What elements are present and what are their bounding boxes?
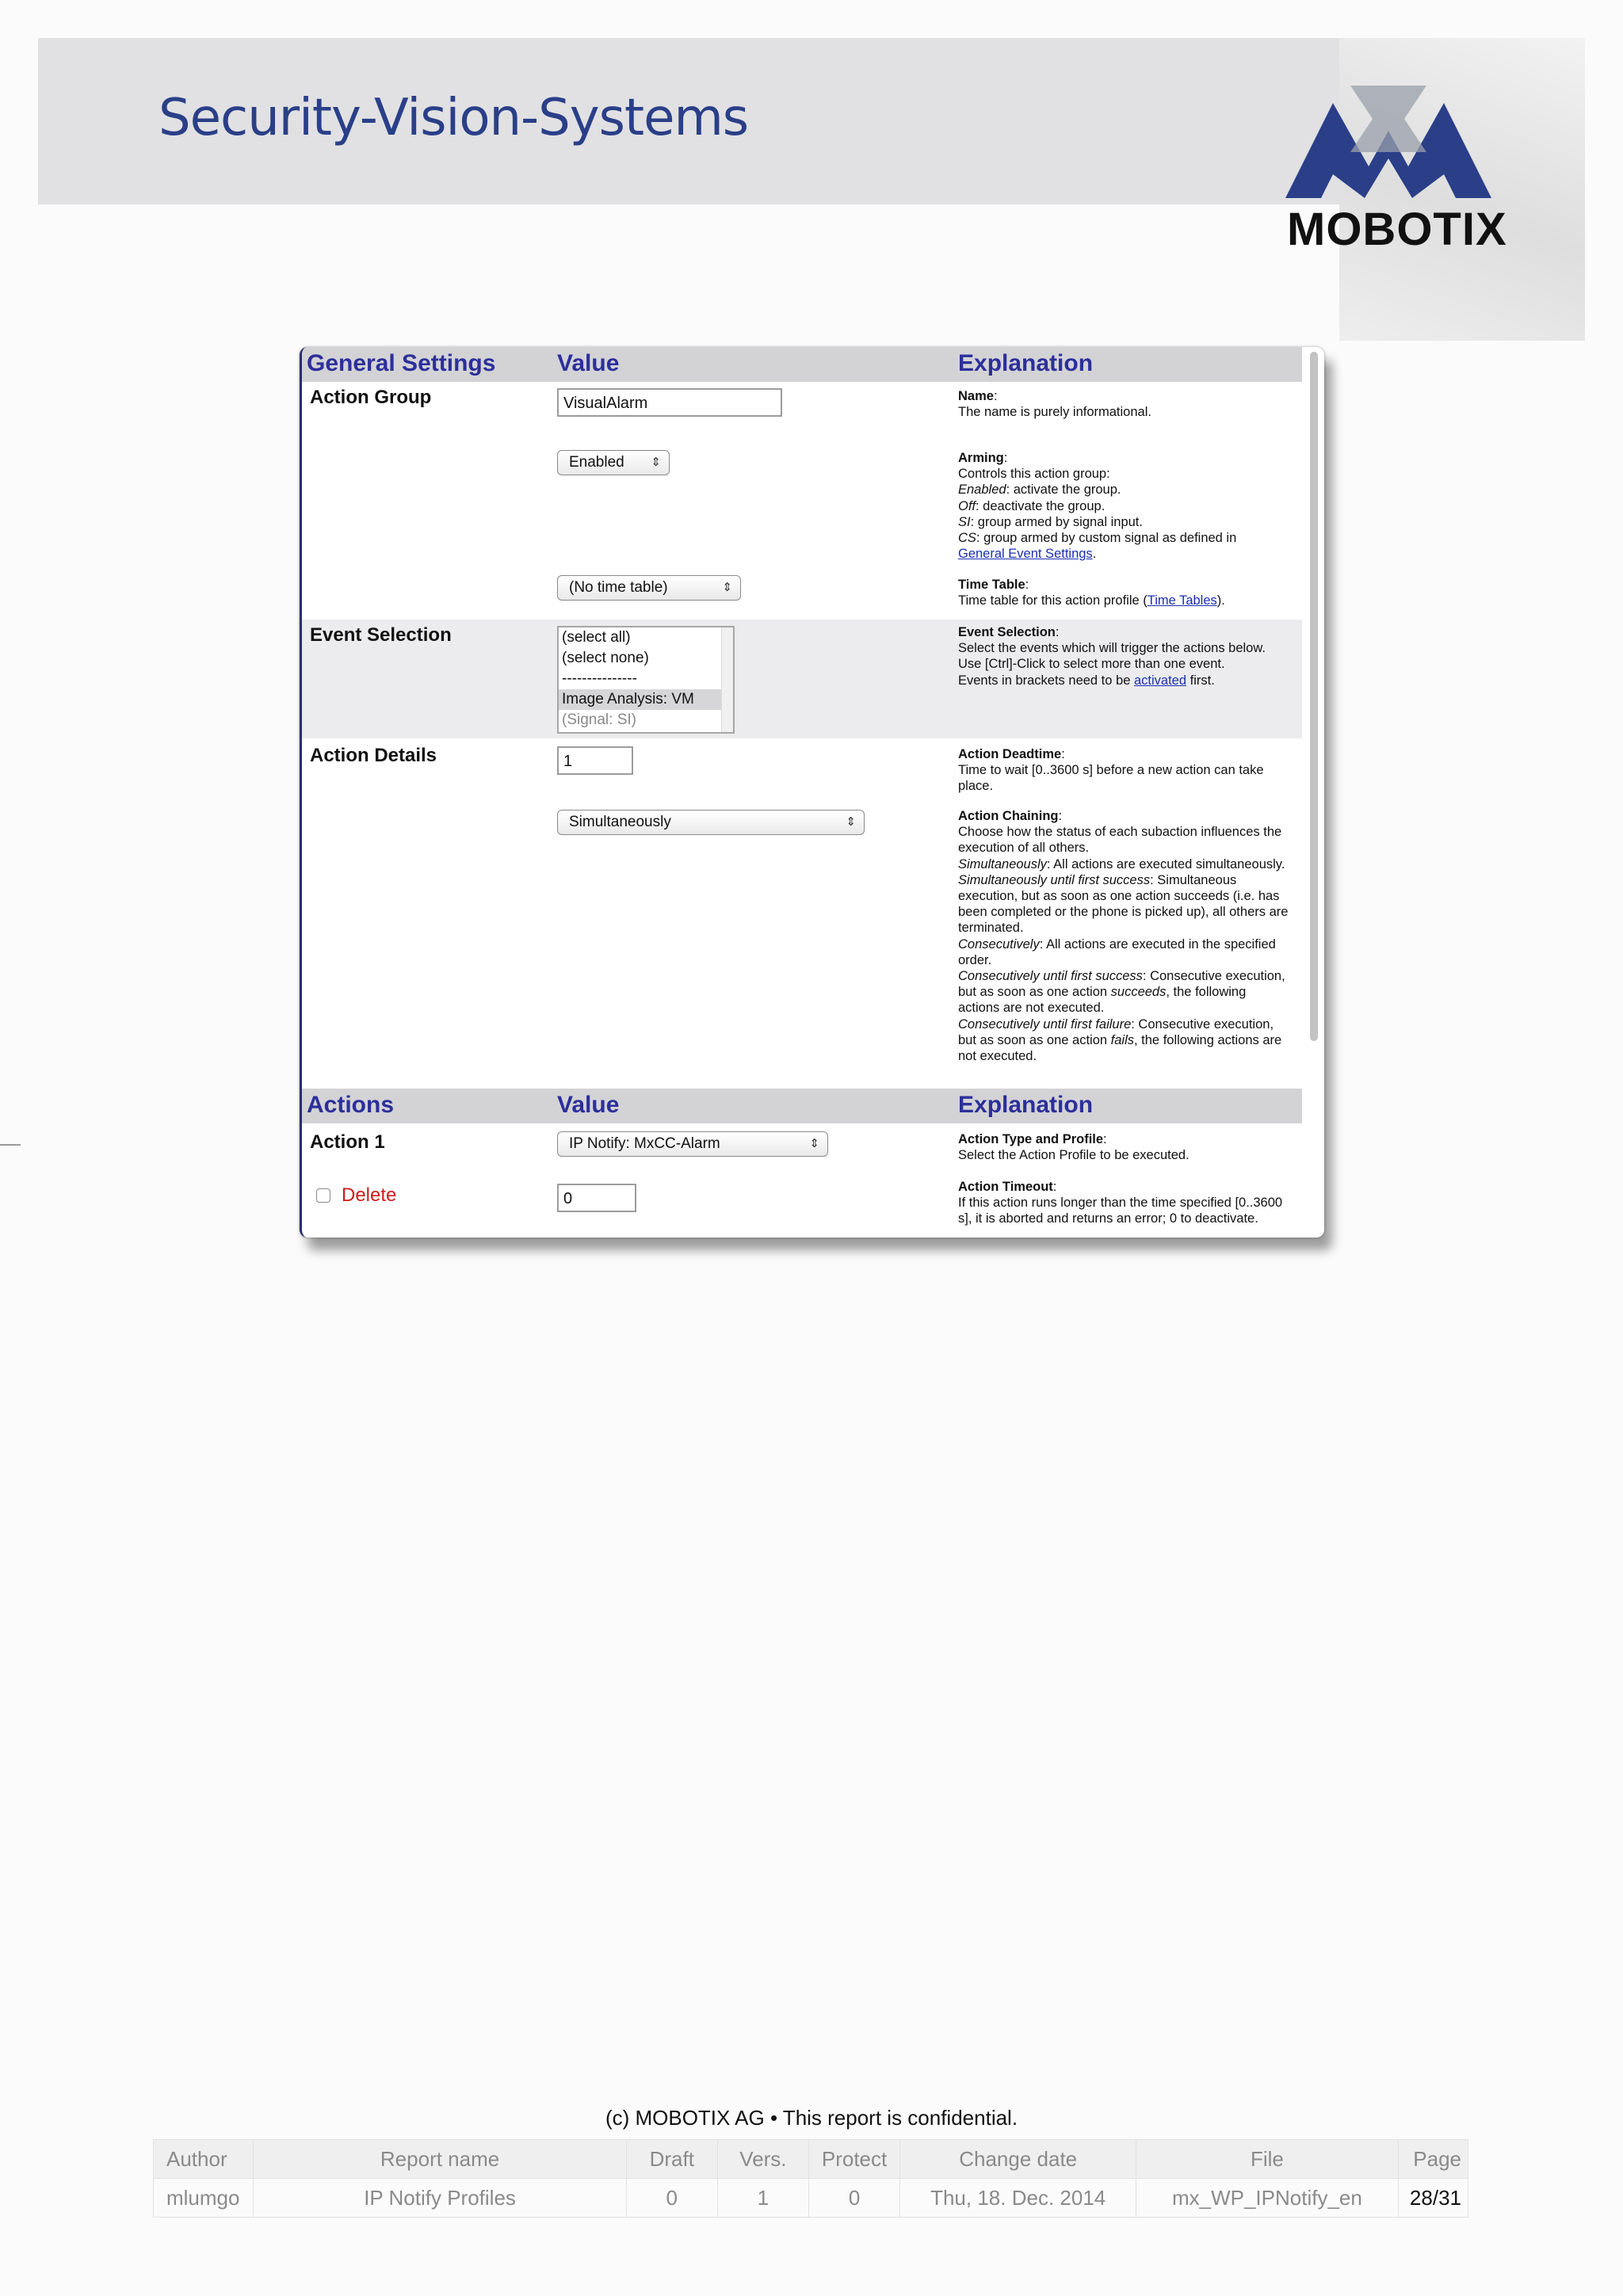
general-settings-header [302, 347, 1302, 382]
arming-expl-line: Controls this action group: [958, 467, 1110, 482]
mobotix-logo-mark [1285, 71, 1491, 210]
event-selection-explanation: Event Selection: Select the events which will trigger the actions below. Use [Ctrl]-Click to select more than one event. Events in brackets need to be activated first. [958, 625, 1266, 688]
time-table-select[interactable] [557, 575, 741, 601]
mobotix-logo [1276, 71, 1514, 261]
report-name-header: Report name [254, 2140, 626, 2179]
event-expl-text3: Events in brackets need to be [958, 673, 1131, 688]
time-table-explanation: Time Table: Time table for this action profile (Time Tables). [958, 578, 1225, 608]
time-table-expl-text: Time table for this action profile ( [958, 593, 1148, 608]
chaining-expl-intro: Choose how the status of each subaction influences the execution of all others. [958, 825, 1282, 856]
chaining-desc-4b: , the following actions are not executed. [958, 985, 1247, 1016]
select-arrows-icon: ⇕ [722, 581, 732, 594]
chaining-term-5: Consecutively until first failure [958, 1016, 1132, 1032]
author-value: mlumgo [154, 2179, 254, 2218]
arming-expl-title: Arming [958, 451, 1004, 465]
deadtime-expl-title: Action Deadtime [958, 747, 1062, 761]
chaining-term-1: Simultaneously [958, 856, 1047, 871]
timeout-expl-text: If this action runs longer than the time specified [0..3600 s], it is aborted and returns an error; 0 to deactivate. [958, 1196, 1283, 1226]
event-expl-end: first. [1190, 673, 1215, 688]
page-header: Page [1398, 2140, 1468, 2179]
page-value: 28/31 [1398, 2179, 1468, 2218]
listbox-scrollbar[interactable] [721, 627, 733, 732]
deadtime-input[interactable]: 1 [557, 746, 633, 775]
event-option[interactable]: (Signal: SI) [562, 711, 636, 728]
chaining-term-4: Consecutively until first success [958, 969, 1143, 984]
protect-header: Protect [808, 2140, 899, 2179]
chaining-desc-3: : All actions are executed in the specified order. [958, 936, 1276, 967]
protect-value: 0 [808, 2179, 899, 2218]
chaining-desc-5em: fails [1110, 1032, 1134, 1047]
event-option-separator: --------------- [562, 670, 637, 687]
arming-off-text: : deactivate the group. [976, 498, 1106, 513]
time-table-select-value: (No time table) [569, 579, 668, 596]
name-expl-title: Name [958, 389, 994, 403]
file-header: File [1136, 2140, 1398, 2179]
draft-value: 0 [626, 2179, 717, 2218]
arming-cs-term: CS [958, 531, 976, 546]
chaining-desc-4em: succeeds [1110, 985, 1167, 1000]
time-tables-link[interactable]: Time Tables [1147, 593, 1217, 608]
arming-cs-text: : group armed by custom signal as defined in [976, 531, 1237, 546]
event-expl-title: Event Selection [958, 625, 1056, 639]
arming-off-term: Off [958, 498, 976, 513]
deadtime-expl-text: Time to wait [0..3600 s] before a new action can take place. [958, 763, 1264, 794]
action-type-explanation: Action Type and Profile: Select the Action Profile to be executed. [958, 1132, 1190, 1163]
confidential-notice: (c) MOBOTIX AG • This report is confidential. [605, 2106, 1018, 2130]
time-table-expl-title: Time Table [958, 578, 1025, 592]
author-header: Author [154, 2140, 254, 2179]
event-option[interactable]: (select none) [562, 650, 649, 666]
event-selection-listbox[interactable] [557, 626, 735, 734]
action-chaining-select[interactable] [557, 810, 865, 835]
file-value: mx_WP_IPNotify_en [1136, 2179, 1398, 2218]
event-selection-label: Event Selection [310, 624, 452, 646]
action-profile-select[interactable] [557, 1131, 828, 1157]
timeout-explanation: Action Timeout: If this action runs longer than the time specified [0..3600 s], it is aborted and returns an error; 0 to deactivate. [958, 1180, 1283, 1226]
event-expl-text1: Select the events which will trigger the actions below. [958, 641, 1266, 656]
chaining-explanation: Action Chaining: Choose how the status of each subaction influences the execution of all others. Simultaneously: All actions are executed simultaneously. Simultaneously until first success: Simultaneous execution, but as soon as one action succeeds (i.e. has been completed or the phone is picked up), all others are terminated. Consecutively: All actions are executed in the specified order. Consecutively until first success: Consecutive execution, but as soon as one action succeeds, the following actions are not executed. Consecutively until first failure: Consecutive execution, but as soon as one action fails, the following actions are not executed. [958, 809, 1289, 1064]
draft-header: Draft [626, 2140, 717, 2179]
general-event-settings-link[interactable]: General Event Settings [958, 547, 1093, 562]
name-explanation: Name: The name is purely informational. [958, 389, 1151, 420]
time-table-expl-end: ). [1216, 593, 1225, 608]
arming-enabled-text: : activate the group. [1006, 482, 1121, 498]
change-date-header: Change date [900, 2140, 1136, 2179]
arming-explanation: Arming: Controls this action group: Enabled: activate the group. Off: deactivate the group. SI: group armed by signal input. CS: group armed by custom signal as defined in General Event Settings. [958, 451, 1237, 562]
arming-si-text: : group armed by signal input. [970, 514, 1143, 529]
action-details-label: Action Details [310, 745, 437, 766]
chaining-term-3: Consecutively [958, 936, 1040, 952]
chaining-term-2: Simultaneously until first success [958, 872, 1151, 887]
vers-value: 1 [717, 2179, 808, 2218]
report-info-table [153, 2139, 1468, 2218]
explanation-column-header: Explanation [958, 350, 1094, 376]
logo-text: MOBOTIX [1287, 204, 1507, 255]
select-arrows-icon: ⇕ [809, 1137, 819, 1150]
arming-si-term: SI [958, 514, 971, 529]
report-name-value: IP Notify Profiles [254, 2179, 626, 2218]
actions-value-header: Value [557, 1092, 620, 1118]
name-expl-text: The name is purely informational. [958, 405, 1151, 420]
timeout-expl-title: Action Timeout [958, 1180, 1053, 1194]
action-group-label: Action Group [310, 387, 432, 408]
chaining-select-value: Simultaneously [569, 814, 671, 830]
event-option-selected[interactable]: Image Analysis: VM [559, 689, 733, 710]
chaining-desc-5b: , the following actions are not executed. [958, 1032, 1282, 1064]
settings-screenshot [300, 347, 1324, 1238]
vertical-scrollbar[interactable] [1310, 352, 1318, 1041]
brand-title: Security-Vision-Systems [158, 89, 749, 147]
arming-enabled-term: Enabled [958, 482, 1006, 498]
report-info-header-row [154, 2140, 1468, 2179]
arming-select[interactable] [557, 450, 670, 475]
actions-explanation-header: Explanation [958, 1092, 1094, 1118]
chaining-desc-1: : All actions are executed simultaneously. [1046, 856, 1285, 871]
change-date-value: Thu, 18. Dec. 2014 [900, 2179, 1136, 2218]
general-settings-title: General Settings [307, 350, 496, 376]
event-expl-text2: Use [Ctrl]-Click to select more than one event. [958, 657, 1225, 672]
chaining-expl-title: Action Chaining [958, 809, 1059, 823]
action-timeout-input[interactable]: 0 [557, 1184, 636, 1212]
chaining-desc-2: : Simultaneous execution, but as soon as one action succeeds (i.e. has been completed or the phone is picked up), all others are terminated. [958, 872, 1289, 936]
action-type-expl-text: Select the Action Profile to be executed. [958, 1148, 1190, 1163]
action-profile-value: IP Notify: MxCC-Alarm [569, 1135, 720, 1152]
delete-checkbox[interactable] [316, 1188, 330, 1203]
activated-link[interactable]: activated [1133, 673, 1187, 688]
value-column-header: Value [557, 350, 620, 376]
chaining-desc-4a: : Consecutive execution, but as soon as one action [958, 969, 1285, 1000]
margin-mark [0, 1144, 21, 1146]
arming-select-value: Enabled [569, 454, 624, 471]
event-option[interactable]: (select all) [562, 629, 631, 646]
delete-label[interactable]: Delete [342, 1184, 397, 1206]
deadtime-explanation: Action Deadtime: Time to wait [0..3600 s] before a new action can take place. [958, 747, 1264, 794]
select-arrows-icon: ⇕ [651, 456, 661, 469]
action-type-expl-title: Action Type and Profile [958, 1132, 1104, 1146]
actions-title: Actions [307, 1092, 395, 1118]
action-group-name-input[interactable]: VisualAlarm [557, 388, 782, 417]
report-info-value-row [154, 2179, 1468, 2218]
action-1-label: Action 1 [310, 1131, 385, 1153]
vers-header: Vers. [717, 2140, 808, 2179]
actions-header [302, 1089, 1302, 1123]
chaining-desc-5a: : Consecutive execution, but as soon as one action [958, 1016, 1274, 1047]
select-arrows-icon: ⇕ [846, 815, 856, 829]
